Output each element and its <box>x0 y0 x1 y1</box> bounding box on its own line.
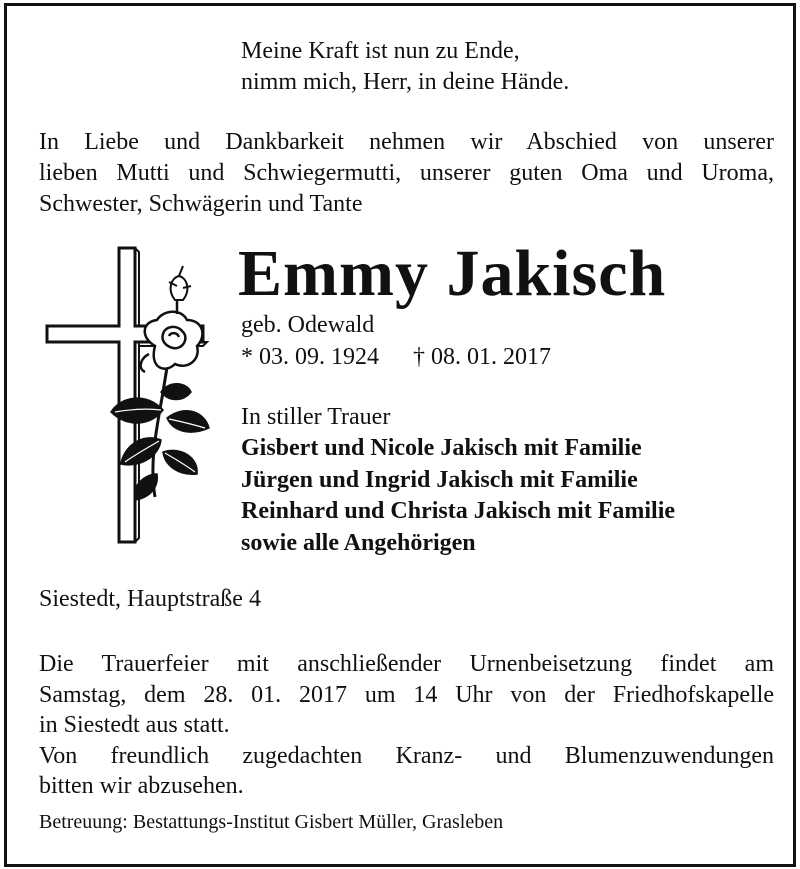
cross-with-rose-icon <box>37 242 227 552</box>
ceremony-line: in Siestedt aus statt. <box>39 712 230 738</box>
ceremony-line: Von freundlich zugedachten Kranz- und Blumenzuwendungen <box>39 742 774 769</box>
funeral-service-credit: Betreuung: Bestattungs-Institut Gisbert Müller, Grasleben <box>39 811 504 833</box>
mourning-label: In stiller Trauer <box>241 404 391 430</box>
intro-text <box>39 127 774 220</box>
death-date: † 08. 01. 2017 <box>413 344 551 370</box>
mourner-line: Reinhard und Christa Jakisch mit Familie <box>241 498 676 524</box>
mourner-line: sowie alle Angehörigen <box>241 529 476 556</box>
life-dates <box>241 342 551 372</box>
ceremony-text <box>39 649 774 802</box>
mourners-list <box>241 433 675 559</box>
deceased-name: Emmy Jakisch <box>238 237 667 310</box>
ceremony-line: bitten wir abzusehen. <box>39 773 244 799</box>
birth-name: geb. Odewald <box>241 312 375 338</box>
birth-date: * 03. 09. 1924 <box>241 344 379 370</box>
intro-line: Schwester, Schwägerin und Tante <box>39 191 363 217</box>
intro-line: lieben Mutti und Schwiegermutti, unserer guten Oma und Uroma, <box>39 160 774 186</box>
poem-verse <box>241 36 569 98</box>
ceremony-line: Die Trauerfeier mit anschließender Urnenbeisetzung findet am <box>39 651 774 677</box>
ceremony-line: Samstag, dem 28. 01. 2017 um 14 Uhr von der Friedhofskapelle <box>39 681 774 708</box>
poem-line: nimm mich, Herr, in deine Hände. <box>241 69 570 95</box>
poem-line: Meine Kraft ist nun zu Ende, <box>241 38 520 64</box>
obituary-frame <box>4 3 796 867</box>
family-address: Siestedt, Hauptstraße 4 <box>39 586 261 612</box>
mourner-line: Jürgen und Ingrid Jakisch mit Familie <box>241 466 638 493</box>
mourner-line: Gisbert und Nicole Jakisch mit Familie <box>241 435 642 461</box>
intro-line: In Liebe und Dankbarkeit nehmen wir Abschied von unserer <box>39 129 774 155</box>
